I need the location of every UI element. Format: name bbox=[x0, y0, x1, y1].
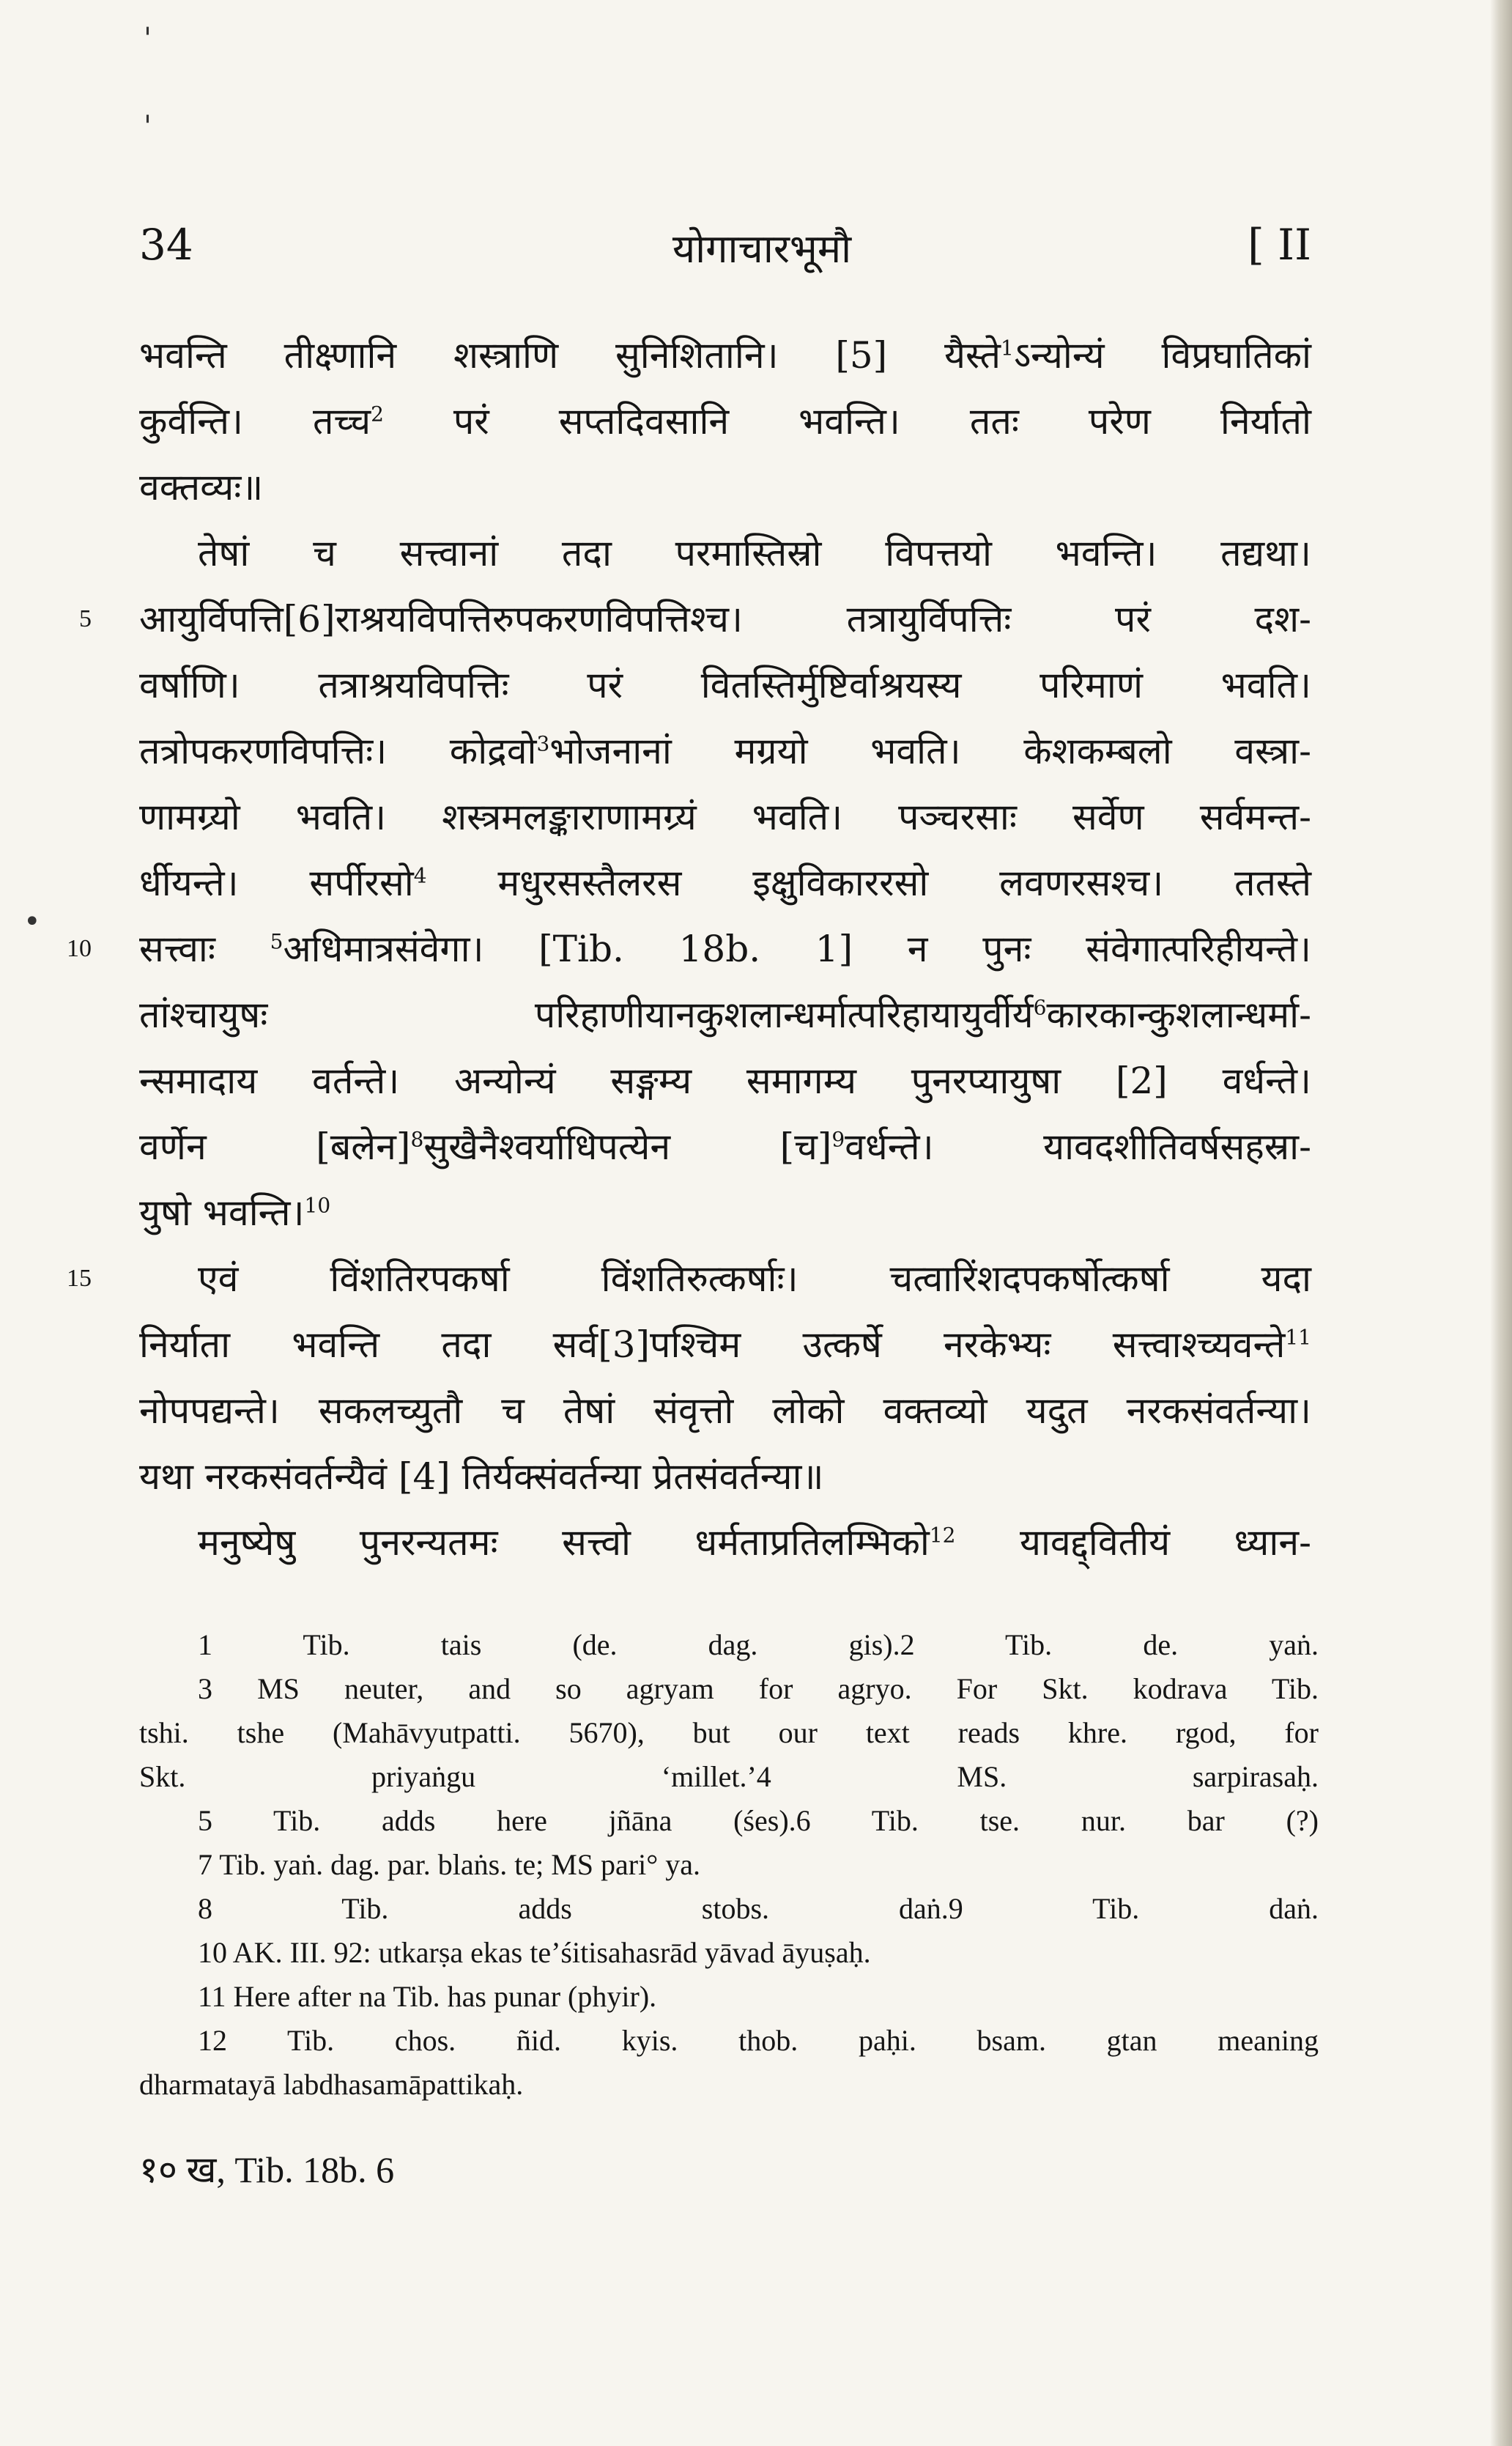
footnote-text: 8 Tib. adds stobs. daṅ. bbox=[198, 1892, 949, 1925]
stray-mark: ' bbox=[144, 22, 152, 56]
line-text: युषो भवन्ति।$^{10}$ bbox=[139, 1191, 331, 1234]
footnote-line bbox=[139, 1887, 1319, 1931]
line-text: मनुष्येषु पुनरन्यतमः सत्त्वो धर्मताप्रतिलम्भिको$^{12}$ यावद्द्वितीयं ध्यान- bbox=[198, 1521, 1311, 1564]
text-line bbox=[139, 784, 1311, 850]
line-text: न्समादाय वर्तन्ते। अन्योन्यं सङ्गम्य समागम्य पुनरप्यायुषा [2] वर्धन्ते। bbox=[139, 1060, 1311, 1102]
text-line bbox=[139, 718, 1311, 784]
line-text: तत्रोपकरणविपत्तिः। कोद्रवो$^3$भोजनानां मग्रयो भवति। केशकम्बलो वस्त्रा- bbox=[139, 730, 1311, 772]
text-line bbox=[79, 586, 1311, 652]
running-title: योगाचारभूमौ bbox=[672, 226, 852, 272]
footnote-text: 12 Tib. chos. ñid. kyis. thob. paḥi. bsam. gtan meaning bbox=[198, 2024, 1319, 2057]
text-line bbox=[139, 850, 1311, 916]
text-line bbox=[139, 982, 1311, 1048]
line-number: 15 bbox=[67, 1265, 92, 1292]
footnote-line bbox=[139, 1799, 1319, 1843]
running-header bbox=[139, 220, 1311, 286]
line-text: तेषां च सत्त्वानां तदा परमास्तिस्रो विपत्तयो भवन्ति। तद्यथा। bbox=[198, 532, 1311, 574]
footnote-line bbox=[139, 1711, 1319, 1755]
text-line bbox=[139, 1114, 1311, 1180]
line-text: कुर्वन्ति। तच्च$^2$ परं सप्तदिवसानि भवन्ति। ततः परेण निर्यातो bbox=[139, 400, 1311, 443]
text-line bbox=[139, 652, 1311, 718]
section-marker: [ II bbox=[1248, 220, 1311, 270]
footnote-text: dharmatayā labdhasamāpattikaḥ. bbox=[139, 2068, 524, 2101]
line-text: वक्तव्यः॥ bbox=[139, 466, 264, 509]
text-line bbox=[67, 916, 1311, 982]
footnote-text: 4 MS. sarpirasaḥ. bbox=[756, 1760, 1319, 1793]
line-text: नोपपद्यन्ते। सकलच्युतौ च तेषां संवृत्तो लोको वक्तव्यो यदुत नरकसंवर्तन्या। bbox=[139, 1389, 1311, 1432]
line-text: वर्णेन [बलेन]$^8$सुखैनैश्वर्याधिपत्येन [च]$^9$वर्धन्ते। यावदशीतिवर्षसहस्रा- bbox=[139, 1126, 1311, 1168]
footnote-text: 11 Here after na Tib. has punar (phyir). bbox=[198, 1980, 657, 2013]
footnote-line bbox=[139, 1931, 1319, 1975]
footnote-line bbox=[139, 1623, 1319, 1667]
line-text: र्धीयन्ते। सर्पीरसो$^4$ मधुरसस्तैलरस इक्षुविकाररसो लवणरसश्च। ततस्ते bbox=[139, 862, 1311, 904]
line-number: 5 bbox=[79, 605, 92, 632]
footnote-line bbox=[139, 1755, 1319, 1799]
footnote-text: Skt. priyaṅgu ‘millet.’ bbox=[139, 1760, 757, 1793]
line-text: आयुर्विपत्ति[6]राश्रयविपत्तिरुपकरणविपत्तिश्च। तत्रायुर्विपत्तिः परं दश- bbox=[139, 598, 1311, 640]
text-line bbox=[139, 1312, 1311, 1378]
footnote-text: 2 Tib. de. yaṅ. bbox=[900, 1628, 1319, 1661]
stray-mark: ' bbox=[144, 110, 152, 144]
line-text: वर्षाणि। तत्राश्रयविपत्तिः परं वितस्तिर्मुष्टिर्वाश्रयस्य परिमाणं भवति। bbox=[139, 664, 1311, 706]
text-line bbox=[139, 454, 1311, 520]
footnote-text: 9 Tib. daṅ. bbox=[948, 1892, 1319, 1925]
line-text: एवं विंशतिरपकर्षा विंशतिरुत्कर्षाः। चत्वारिंशदपकर्षोत्कर्षा यदा bbox=[198, 1257, 1311, 1300]
text-line bbox=[139, 322, 1311, 388]
line-text: यथा नरकसंवर्तन्यैवं [4] तिर्यक्संवर्तन्या प्रेतसंवर्तन्या॥ bbox=[139, 1455, 824, 1498]
text-line bbox=[139, 388, 1311, 454]
footnote-text: tshi. tshe (Mahāvyutpatti. 5670), but our text reads khre. rgod, for bbox=[139, 1716, 1319, 1749]
line-text: तांश्चायुषः परिहाणीयानकुशलान्धर्मात्परिहायायुर्वीर्य$^6$कारकान्कुशलान्धर्मा- bbox=[139, 994, 1311, 1036]
footnote-text: 7 Tib. yaṅ. dag. par. blaṅs. te; MS pari° ya. bbox=[198, 1848, 700, 1881]
footnote-line bbox=[139, 1975, 1319, 2019]
footnote-line bbox=[139, 2063, 1319, 2107]
text-line bbox=[67, 1246, 1311, 1312]
line-text: निर्याता भवन्ति तदा सर्व[3]पश्चिम उत्कर्षे नरकेभ्यः सत्त्वाश्च्यवन्ते$^{11}$ bbox=[139, 1323, 1311, 1366]
footnote-text: 10 AK. III. 92: utkarṣa ekas te’śitisahasrād yāvad āyuṣaḥ. bbox=[198, 1936, 871, 1969]
line-text: सत्त्वाः $^5$अधिमात्रसंवेगा। [Tib. 18b. 1] न पुनः संवेगात्परिहीयन्ते। bbox=[139, 928, 1311, 970]
page-number: 34 bbox=[139, 220, 193, 270]
main-text bbox=[67, 322, 1311, 1575]
footnote-text: 5 Tib. adds here jñāna (śes). bbox=[198, 1804, 796, 1837]
text-line bbox=[139, 1444, 1311, 1510]
line-number: 10 bbox=[67, 935, 92, 962]
line-text: णामग्र्यो भवति। शस्त्रमलङ्काराणामग्र्यं भवति। पञ्चरसाः सर्वेण सर्वमन्त- bbox=[139, 796, 1311, 838]
footnote-line bbox=[139, 2019, 1319, 2063]
footnote-line bbox=[139, 1843, 1319, 1887]
text-line bbox=[139, 1180, 1311, 1246]
footnote-text: 6 Tib. tse. nur. bar (?) bbox=[796, 1804, 1319, 1837]
stray-mark: • bbox=[23, 905, 41, 939]
line-text: भवन्ति तीक्ष्णानि शस्त्राणि सुनिशितानि। [5] यैस्ते$^1$ऽन्योन्यं विप्रघातिकां bbox=[139, 334, 1311, 377]
footnote-text: 3 MS neuter, and so agryam for agryo. For Skt. kodrava Tib. bbox=[198, 1672, 1319, 1705]
text-line bbox=[139, 1378, 1311, 1444]
text-line bbox=[139, 1048, 1311, 1114]
signature-line: १० ख, Tib. 18b. 6 bbox=[139, 2149, 395, 2190]
footnote-line bbox=[139, 1667, 1319, 1711]
text-line bbox=[139, 520, 1311, 586]
footnote-text: 1 Tib. tais (de. dag. gis). bbox=[198, 1628, 900, 1661]
footnotes bbox=[139, 1623, 1319, 2107]
page-edge-shadow bbox=[1490, 0, 1512, 2446]
text-line bbox=[139, 1510, 1311, 1575]
